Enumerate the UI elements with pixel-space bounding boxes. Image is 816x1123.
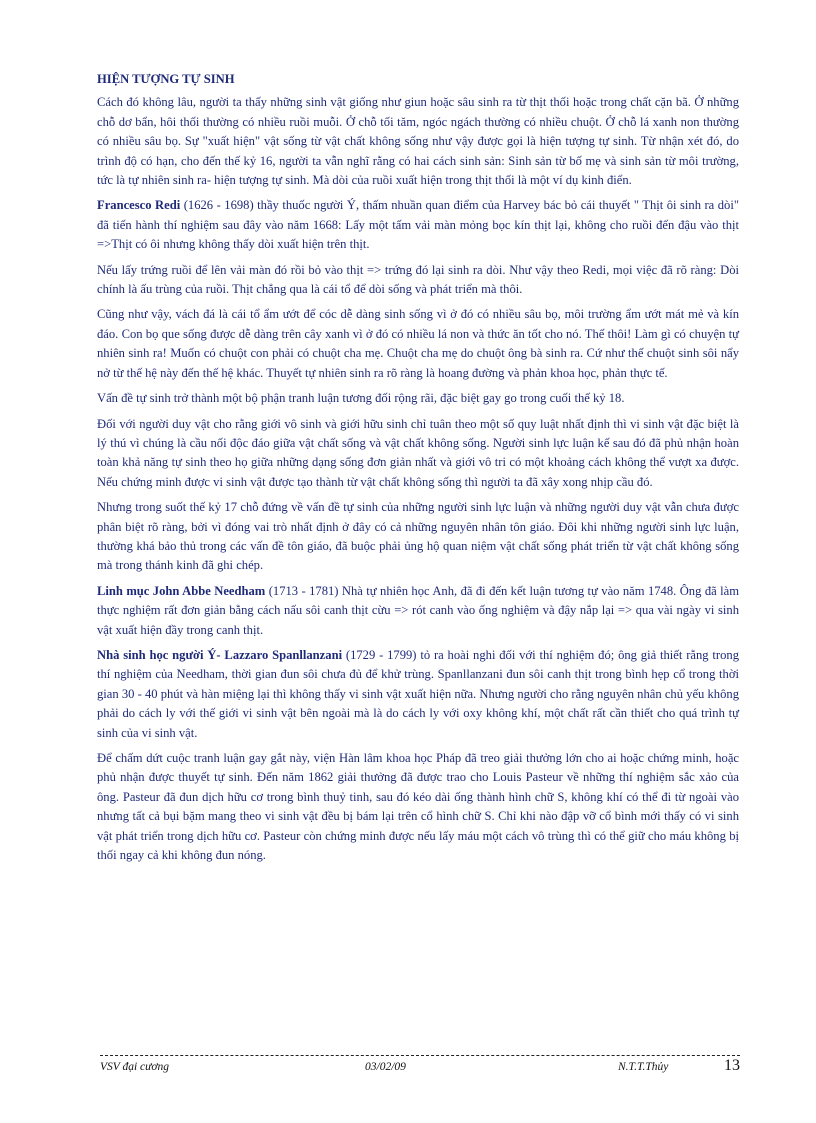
- paragraph: [97, 93, 739, 190]
- paragraph-text: (1713 - 1781) Nhà tự nhiên học Anh, đã đi đến kết luận tương tự vào năm 1748. Ông đã làm thực nghiệm rất đơn giản bằng cách nấu sôi canh thịt cừu => rót canh vào ống nghiệm và đậy nắp lại => qua vài ngày vi sinh vật xuất hiện đầy trong canh thịt.: [97, 583, 739, 637]
- paragraph-lead: Francesco Redi: [97, 198, 181, 213]
- paragraph-text: Vấn đề tự sinh trở thành một bộ phận tranh luận tương đối rộng rãi, đặc biệt gay go trong cuối thế kỷ 18.: [97, 391, 625, 406]
- paragraph-lead: Linh mục John Abbe Needham: [97, 583, 266, 598]
- paragraph-text: Cũng như vậy, vách đá là cái tổ ẩm ướt để cóc dễ dàng sinh sống vì ở đó có nhiều sâu bọ, môi trường ẩm ướt mát mẻ và kín đáo. Con bọ que sống được dễ dàng trên cây xanh vì ở đó có nhiều lá non và thức ăn tốt cho nó. Thế thôi! Làm gì có chuyện tự nhiên sinh ra! Muốn có chuột con phải có chuột cha mẹ. Chuột cha mẹ do chuột ông bà sinh ra. Cứ như thế chuột sinh sôi nẩy nở từ thế hệ này đến thế hệ khác. Thuyết tự nhiên sinh ra rõ ràng là hoang đường và phản khoa học, phản thực tế.: [97, 307, 739, 380]
- paragraph: [97, 415, 739, 493]
- paragraph-list: [97, 93, 739, 865]
- footer-date: 03/02/09: [365, 1061, 406, 1073]
- page-number: 13: [724, 1057, 740, 1074]
- paragraph-text: Đối với người duy vật cho rằng giới vô sinh và giới hữu sinh chỉ tuân theo một số quy luật nhất định thì vi sinh vật đặc biệt là lý thú vì chúng là cầu nối độc đáo giữa vật chất sống và vật chất không sống. Người sinh lực luận kế sau đó đã phủ nhận hoàn toàn khả năng tự sinh theo họ giữa những dạng sống đơn giản nhất và giới vô tri có một khoảng cách không thể vượt xa được. Nếu chứng minh được vi sinh vật được tạo thành từ vật chất không sống thì người ta đã xây xong nhịp cầu đó.: [97, 416, 739, 489]
- paragraph: [97, 582, 739, 640]
- paragraph-text: (1729 - 1799) tỏ ra hoài nghi đối với thí nghiệm đó; ông giả thiết rằng trong thí nghiệm của Needham, thời gian đun sôi chưa đủ để khử trùng. Spanllanzani đun sôi canh thịt trong bình hẹp cổ trong thời gian 30 - 40 phút và hàn miệng lại thì không thấy vi sinh vật xuất hiện nữa. Nhưng người cho rằng nguyên nhân chủ yếu không phải do cách ly với thế giới vi sinh vật bên ngoài mà là do cách ly với oxy không khí, một chất rất cần thiết cho quá trình tự sinh của vi sinh vật.: [97, 647, 739, 740]
- paragraph: [97, 646, 739, 743]
- paragraph: [97, 261, 739, 300]
- footer-author: N.T.T.Thủy: [618, 1061, 669, 1073]
- paragraph: [97, 498, 739, 576]
- paragraph: [97, 196, 739, 254]
- paragraph-text: (1626 - 1698) thầy thuốc người Ý, thấm nhuần quan điểm của Harvey bác bỏ cái thuyết " Thịt ôi sinh ra dòi" đã tiến hành thí nghiệm sau đây vào năm 1668: Lấy một tấm vải màn mỏng bọc kín thịt lại, không cho ruồi đến đậu vào thịt =>Thịt có ôi nhưng không thấy dòi xuất hiện trên thịt.: [97, 198, 739, 252]
- paragraph: [97, 389, 739, 408]
- paragraph-text: Để chấm dứt cuộc tranh luận gay gắt này, viện Hàn lâm khoa học Pháp đã treo giải thưởng lớn cho ai hoặc chứng minh, hoặc phủ nhận được thuyết tự sinh. Đến năm 1862 giải thưởng đã được trao cho Louis Pasteur về những thí nghiệm sắc xảo của ông. Pasteur đã đun dịch hữu cơ trong bình thuỷ tinh, sau đó kéo dài ống thành hình chữ S, không khí có thể đi từ ngoài vào nhưng tất cả bụi bặm mang theo vi sinh vật đều bị bám lại trên cổ hình chữ S. Chỉ khi nào đập vỡ cổ bình mới thấy có vi sinh vật phát triển trong dịch hữu cơ. Pasteur còn chứng minh được nếu lấy máu một cách vô trùng thì có thể giữ cho máu không bị thối ngay cả khi không đun nóng.: [97, 751, 739, 863]
- paragraph: [97, 305, 739, 383]
- footer-course-name: VSV đại cương: [100, 1061, 170, 1073]
- paragraph-text: Nhưng trong suốt thế kỷ 17 chỗ đứng về vấn đề tự sinh của những người sinh lực luận và những người duy vật vẫn chưa được phân biệt rõ ràng, bởi vì đóng vai trò nhất định ở đây có cả những nguyên nhân tôn giáo. Đôi khi những người sinh lực luận, thường khá bảo thủ trong các vấn đề tôn giáo, đã buộc phải ủng hộ quan niệm vật chất sống phát triển từ vật chất không sống mà trong thánh kinh đã ghi chép.: [97, 500, 739, 573]
- document-body: [97, 70, 739, 871]
- paragraph-lead: Nhà sinh học người Ý- Lazzaro Spanllanzani: [97, 647, 343, 662]
- page-footer: [100, 1059, 740, 1079]
- paragraph-text: Nếu lấy trứng ruồi để lên vải màn đó rồi bỏ vào thịt => trứng đó lại sinh ra dòi. Như vậy theo Redi, mọi việc đã rõ ràng: Dòi chính là ấu trùng của ruồi. Thịt chẳng qua là cái tổ để dòi sống và phát triển mà thôi.: [97, 262, 739, 297]
- paragraph-text: Cách đó không lâu, người ta thấy những sinh vật giống như giun hoặc sâu sinh ra từ thịt thối hoặc trong chất cặn bã. Ở những chỗ dơ bẩn, hôi thối thường có nhiều ruồi muỗi. Ở chỗ tối tăm, ngóc ngách thường có nhiều chuột. Ở chỗ lá xanh non thường có nhiều sâu bọ. Sự "xuất hiện" vật sống từ vật chất không sống như vậy được gọi là hiện tượng tự sinh. Từ nhận xét đó, do trình độ có hạn, cho đến thế kỷ 16, người ta vẫn nghĩ rằng có hai cách sinh sản: Sinh sản từ bố mẹ và sinh sản từ môi trường, tức là tự nhiên sinh ra- hiện tượng tự sinh. Mà dòi của ruồi xuất hiện trong thịt thối là một ví dụ kinh điển.: [97, 95, 739, 188]
- paragraph: [97, 749, 739, 865]
- footer-divider: [100, 1055, 740, 1056]
- page-title: HIỆN TƯỢNG TỰ SINH: [97, 72, 235, 86]
